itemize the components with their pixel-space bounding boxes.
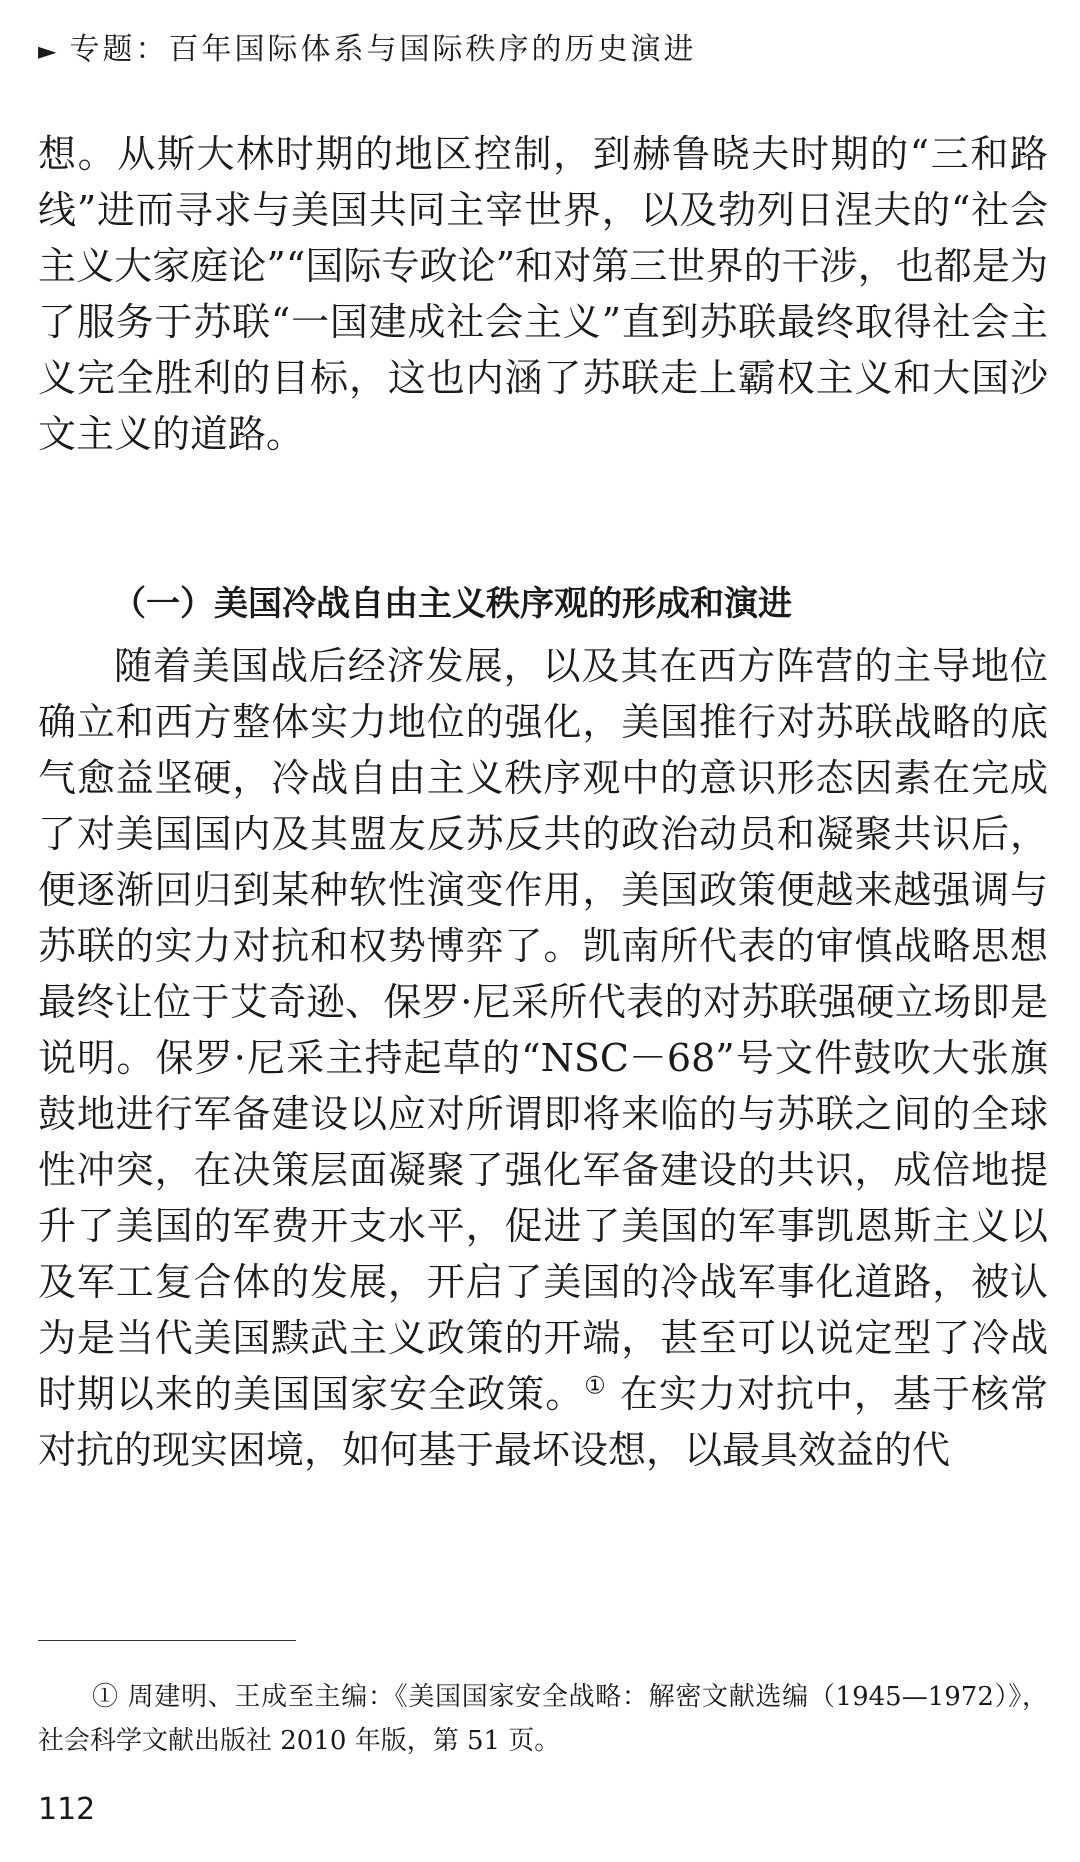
page-number: 112	[38, 1792, 96, 1827]
running-header	[38, 30, 696, 71]
arrow-marker-icon: ►	[38, 37, 60, 65]
section-heading: （一）美国冷战自由主义秩序观的形成和演进	[112, 584, 792, 624]
paragraph-2-main: 随着美国战后经济发展，以及其在西方阵营的主导地位确立和西方整体实力地位的强化，美国推行对苏联战略的底气愈益坚硬，冷战自由主义秩序观中的意识形态因素在完成了对美国国内及其盟友反苏反共的政治动员和凝聚共识后，便逐渐回归到某种软性演变作用，美国政策便越来越强调与苏联的实力对抗和权势博弈了。凯南所代表的审慎战略思想最终让位于艾奇逊、保罗·尼采所代表的对苏联强硬立场即是说明。保罗·尼采主持起草的“NSC－68”号文件鼓吹大张旗鼓地进行军备建设以应对所谓即将来临的与苏联之间的全球性冲突，在决策层面凝聚了强化军备建设的共识，成倍地提升了美国的军费开支水平，促进了美国的军事凯恩斯主义以及军工复合体的发展，开启了美国的冷战军事化道路，被认为是当代美国黩武主义政策的开端，甚至可以说定型了冷战时期以来的美国国家安全政策。	[38, 644, 1048, 1416]
paragraph-2-continuation: 在实力对抗中，基于核常对抗的现实困境，如何基于最坏设想，以最具效益的代	[38, 1372, 1048, 1472]
footnote: ① 周建明、王成至主编：《美国国家安全战略：解密文献选编（1945—1972）》，社会科学文献出版社 2010 年版，第 51 页。	[38, 1682, 1048, 1756]
paragraph-2	[38, 638, 1048, 1478]
footnote-divider	[38, 1640, 296, 1641]
paragraph-1: 想。从斯大林时期的地区控制，到赫鲁晓夫时期的“三和路线”进而寻求与美国共同主宰世界，以及勃列日涅夫的“社会主义大家庭论”“国际专政论”和对第三世界的干涉，也都是为了服务于苏联“一国建成社会主义”直到苏联最终取得社会主义完全胜利的目标，这也内涵了苏联走上霸权主义和大国沙文主义的道路。	[38, 132, 1048, 456]
header-title: 专题：百年国际体系与国际秩序的历史演进	[69, 32, 697, 67]
footnote-reference: ①	[584, 1371, 607, 1400]
